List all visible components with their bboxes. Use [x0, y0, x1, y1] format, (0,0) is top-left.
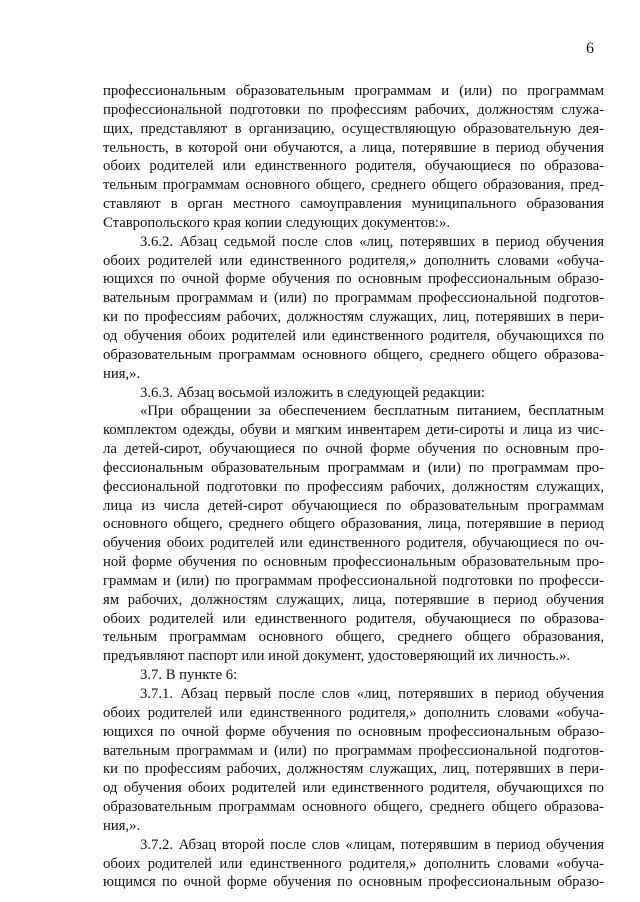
text-line: 3.7. В пункте 6: — [140, 667, 238, 684]
text-line: Ставропольского края копии следующих документов:». — [103, 214, 451, 231]
text-line: «При обращении за обеспечением бесплатным питанием, бесплатным — [140, 403, 604, 420]
text-line: ния,». — [103, 365, 141, 382]
text-line: профессиональным образовательным программам и (или) по программам — [103, 83, 604, 99]
text-line: вательным программам и (или) по программам профессиональной подготов- — [103, 290, 604, 307]
text-line: ния,». — [103, 817, 141, 834]
text-line: щих, представляют в организацию, осуществляющую образовательную дея- — [103, 120, 604, 137]
text-line: ющихся по очной форме обучения по основным профессиональным образо- — [103, 723, 604, 740]
text-line: основного общего, среднего общего образования, лица, потерявшие в период — [103, 516, 604, 533]
text-line: 3.7.1. Абзац первый после слов «лиц, потерявших в период обучения — [140, 686, 604, 702]
text-line: тельным программам основного общего, среднего общего образования, — [103, 629, 604, 646]
text-line: ставляют в орган местного самоуправления муниципального образования — [103, 196, 604, 213]
text-line: образовательным программам основного общего, среднего общего образова- — [103, 346, 604, 363]
text-line: профессиональной подготовки по профессиям рабочих, должностям служа- — [103, 101, 604, 118]
text-line: ям рабочих, должностям служащих, лица, потерявшие в период обучения — [103, 591, 604, 608]
text-line: образовательным программам основного общего, среднего общего образова- — [103, 799, 604, 816]
text-line: тельным программам основного общего, среднего общего образования, пред- — [103, 177, 604, 194]
text-line: ла детей-сирот, обучающиеся по очной форме обучения по основным про- — [103, 441, 604, 458]
text-line: обоих родителей или единственного родителя,» дополнить словами «обуча- — [103, 252, 604, 269]
text-line: обоих родителей или единственного родителя,» дополнить словами «обуча- — [103, 855, 604, 872]
text-line: 3.6.3. Абзац восьмой изложить в следующей редакции: — [140, 384, 485, 401]
text-line: од обучения обоих родителей или единственного родителя, обучающихся по — [103, 780, 604, 797]
text-line: од обучения обоих родителей или единственного родителя, обучающихся по — [103, 327, 604, 344]
text-line: фессиональной подготовки по профессиям рабочих, должностям служащих, — [103, 478, 604, 495]
text-line: ки по профессиям рабочих, должностям служащих, лиц, потерявших в пери- — [103, 761, 604, 778]
text-line: 3.6.2. Абзац седьмой после слов «лиц, потерявших в период обучения — [140, 233, 604, 250]
text-line: 3.7.2. Абзац второй после слов «лицам, потерявшим в период обучения — [140, 836, 604, 853]
text-line: ющимся по очной форме обучения по основным профессиональным образо- — [103, 874, 604, 891]
document-body — [103, 82, 604, 892]
text-line: тельность, в которой они обучаются, а лица, потерявшие в период обучения — [103, 139, 604, 156]
text-line: ки по профессиям рабочих, должностям служащих, лиц, потерявших в пери- — [103, 309, 604, 326]
text-line: фессиональным образовательным программам и (или) по программам про- — [103, 459, 604, 476]
text-line: ющихся по очной форме обучения по основным профессиональным образо- — [103, 271, 604, 288]
text-line: комплектом одежды, обуви и мягким инвентарем дети-сироты и лица из чис- — [103, 422, 604, 439]
text-line: обоих родителей или единственного родителя,» дополнить словами «обуча- — [103, 704, 604, 721]
text-line: обоих родителей или единственного родителя, обучающиеся по образова- — [103, 158, 604, 175]
text-line: вательным программам и (или) по программам профессиональной подготов- — [103, 742, 604, 759]
text-line: обучения обоих родителей или единственного родителя, обучающиеся по оч- — [103, 535, 604, 552]
text-line: предъявляют паспорт или иной документ, удостоверяющий их личность.». — [103, 648, 571, 665]
text-line: ной форме обучения по основным профессиональным образовательным про- — [103, 554, 604, 571]
text-line: обоих родителей или единственного родителя, обучающиеся по образова- — [103, 610, 604, 627]
text-line: граммам и (или) по программам профессиональной подготовки по професси- — [103, 572, 604, 589]
page-number: 6 — [586, 40, 594, 57]
text-line: лица из числа детей-сирот обучающиеся по образовательным программам — [103, 497, 604, 514]
